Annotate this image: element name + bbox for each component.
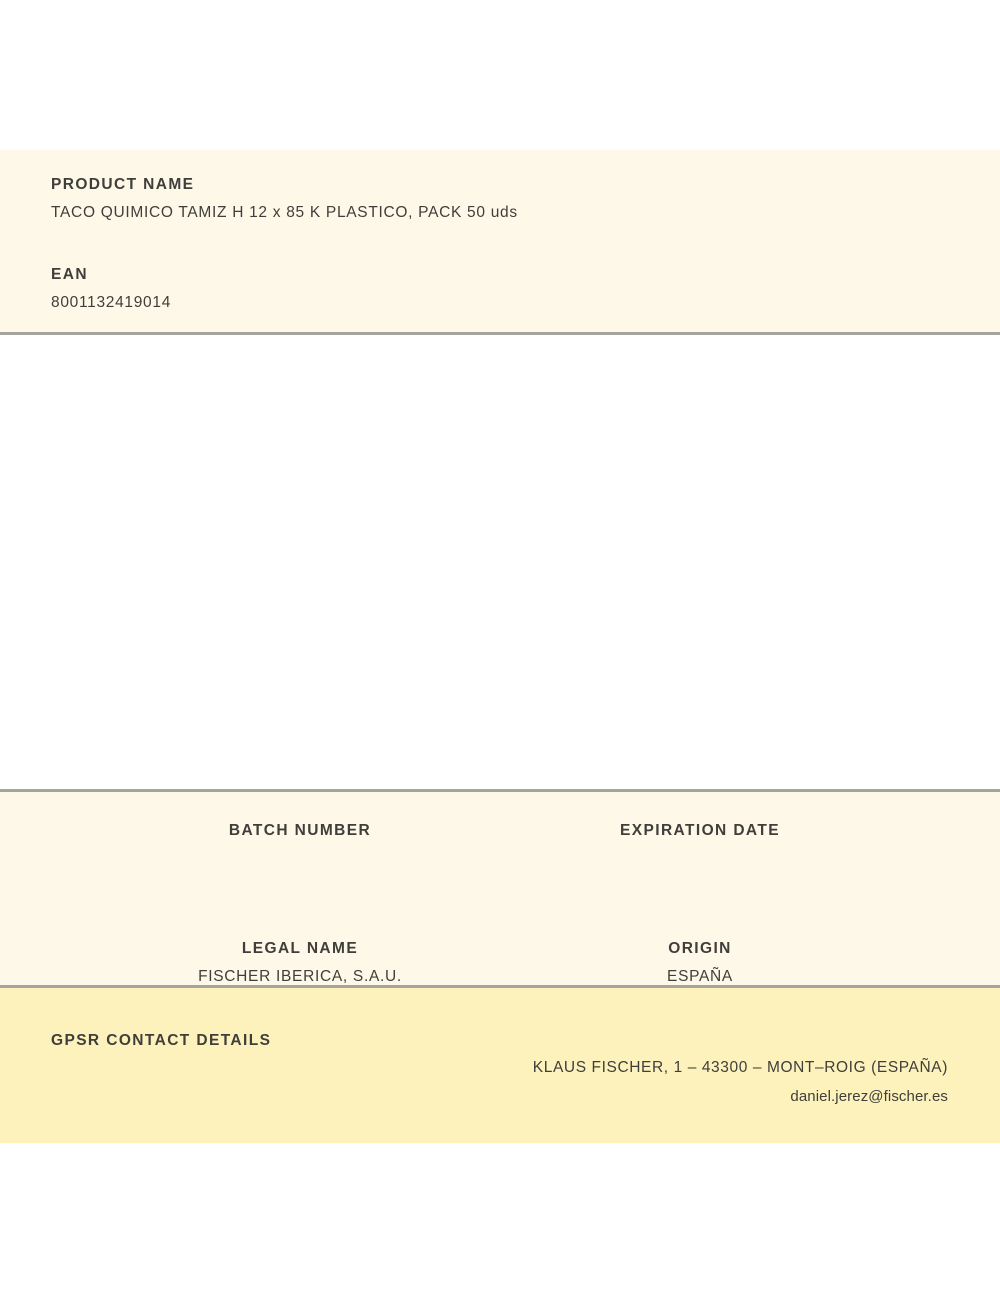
- gpsr-contact-address: KLAUS FISCHER, 1 – 43300 – MONT–ROIG (ESPAÑA): [532, 1059, 948, 1076]
- origin-label: ORIGIN: [668, 940, 732, 957]
- batch-expiration-row: [100, 823, 900, 867]
- batch-legal-section: [0, 789, 1000, 988]
- gpsr-contact-email: daniel.jerez@fischer.es: [790, 1088, 948, 1105]
- product-name-field: [51, 177, 950, 221]
- product-name-value: TACO QUIMICO TAMIZ H 12 x 85 K PLASTICO, PACK 50 uds: [51, 204, 518, 221]
- expiration-date-label: EXPIRATION DATE: [620, 822, 780, 839]
- legal-name-field: [100, 941, 500, 985]
- gpsr-contact-label: GPSR CONTACT DETAILS: [51, 1032, 272, 1049]
- origin-field: [500, 941, 900, 985]
- batch-number-field: [100, 823, 500, 867]
- legal-name-value: FISCHER IBERICA, S.A.U.: [198, 968, 402, 985]
- legal-name-label: LEGAL NAME: [241, 940, 359, 957]
- middle-whitespace: [0, 335, 1000, 789]
- origin-value: ESPAÑA: [667, 968, 733, 985]
- ean-label: EAN: [51, 266, 88, 283]
- product-info-section: [0, 150, 1000, 335]
- legal-origin-row: [100, 941, 900, 985]
- ean-field: [51, 267, 950, 311]
- product-name-label: PRODUCT NAME: [51, 176, 195, 193]
- expiration-date-value: [500, 851, 900, 867]
- batch-number-value: [100, 851, 500, 867]
- gpsr-contact-section: [0, 988, 1000, 1143]
- expiration-date-field: [500, 823, 900, 867]
- ean-value: 8001132419014: [51, 294, 172, 311]
- batch-number-label: BATCH NUMBER: [228, 822, 372, 839]
- top-whitespace: [0, 0, 1000, 150]
